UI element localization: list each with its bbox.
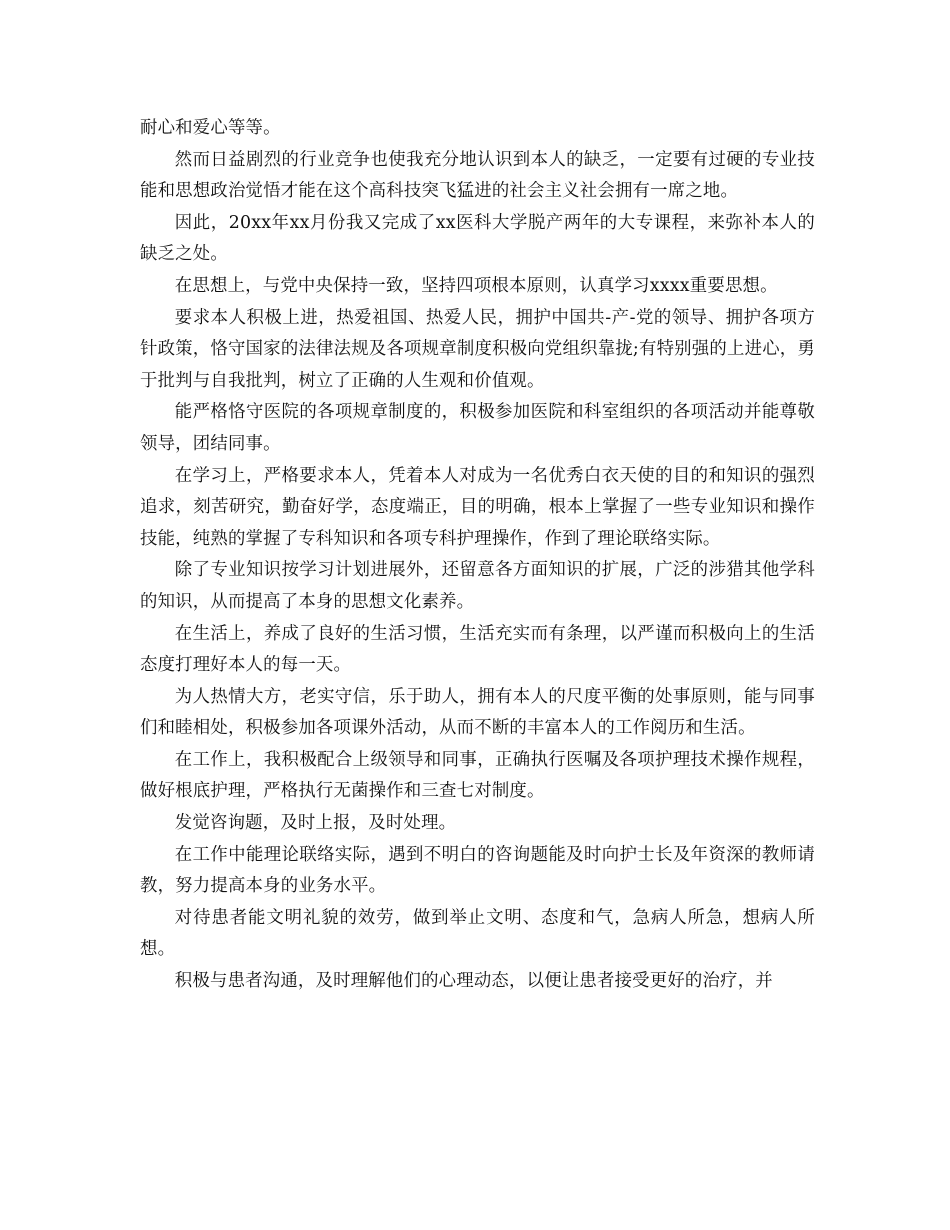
paragraph: 为人热情大方，老实守信，乐于助人，拥有本人的尺度平衡的处事原则，能与同事们和睦相处，积极参加各项课外活动，从而不断的丰富本人的工作阅历和生活。 (140, 686, 815, 739)
document-body (140, 113, 815, 998)
paragraph: 除了专业知识按学习计划进展外，还留意各方面知识的扩展，广泛的涉猎其他学科的知识，从而提高了本身的思想文化素养。 (140, 560, 815, 612)
paragraph: 能严格恪守医院的各项规章制度的，积极参加医院和科室组织的各项活动并能尊敬领导，团结同事。 (140, 402, 815, 454)
paragraph: 在生活上，养成了良好的生活习惯，生活充实而有条理，以严谨而积极向上的生活态度打理好本人的每一天。 (140, 623, 815, 676)
paragraph: 在思想上，与党中央保持一致，坚持四项根本原则，认真学习xxxx重要思想。 (174, 275, 778, 296)
paragraph: 然而日益剧烈的行业竞争也使我充分地认识到本人的缺乏，一定要有过硬的专业技能和思想政治觉悟才能在这个高科技突飞猛进的社会主义社会拥有一席之地。 (140, 149, 815, 202)
paragraph: 在学习上，严格要求本人，凭着本人对成为一名优秀白衣天使的目的和知识的强烈追求，刻苦研究，勤奋好学，态度端正，目的明确，根本上掌握了一些专业知识和操作技能，纯熟的掌握了专科知识和各项专科护理操作，作到了理论联络实际。 (140, 465, 815, 549)
paragraph: 在工作中能理论联络实际，遇到不明白的咨询题能及时向护士长及年资深的教师请教，努力提高本身的业务水平。 (140, 844, 815, 897)
paragraph: 因此，20xx年xx月份我又完成了xx医科大学脱产两年的大专课程，来弥补本人的缺乏之处。 (140, 212, 815, 265)
paragraph: 对待患者能文明礼貌的效劳，做到举止文明、态度和气，急病人所急，想病人所想。 (140, 907, 815, 960)
paragraph: 耐心和爱心等等。 (140, 118, 281, 138)
paragraph: 在工作上，我积极配合上级领导和同事，正确执行医嘱及各项护理技术操作规程，做好根底护理，严格执行无菌操作和三查七对制度。 (140, 749, 815, 802)
paragraph: 发觉咨询题，及时上报，及时处理。 (174, 813, 457, 834)
paragraph: 要求本人积极上进，热爱祖国、热爱人民，拥护中国共-产-党的领导、拥护各项方针政策，恪守国家的法律法规及各项规章制度积极向党组织靠拢;有特别强的上进心，勇于批判与自我批判，树立了正确的人生观和价值观。 (140, 307, 815, 391)
paragraph: 积极与患者沟通，及时理解他们的心理动态，以便让患者接受更好的治疗，并 (174, 971, 773, 992)
